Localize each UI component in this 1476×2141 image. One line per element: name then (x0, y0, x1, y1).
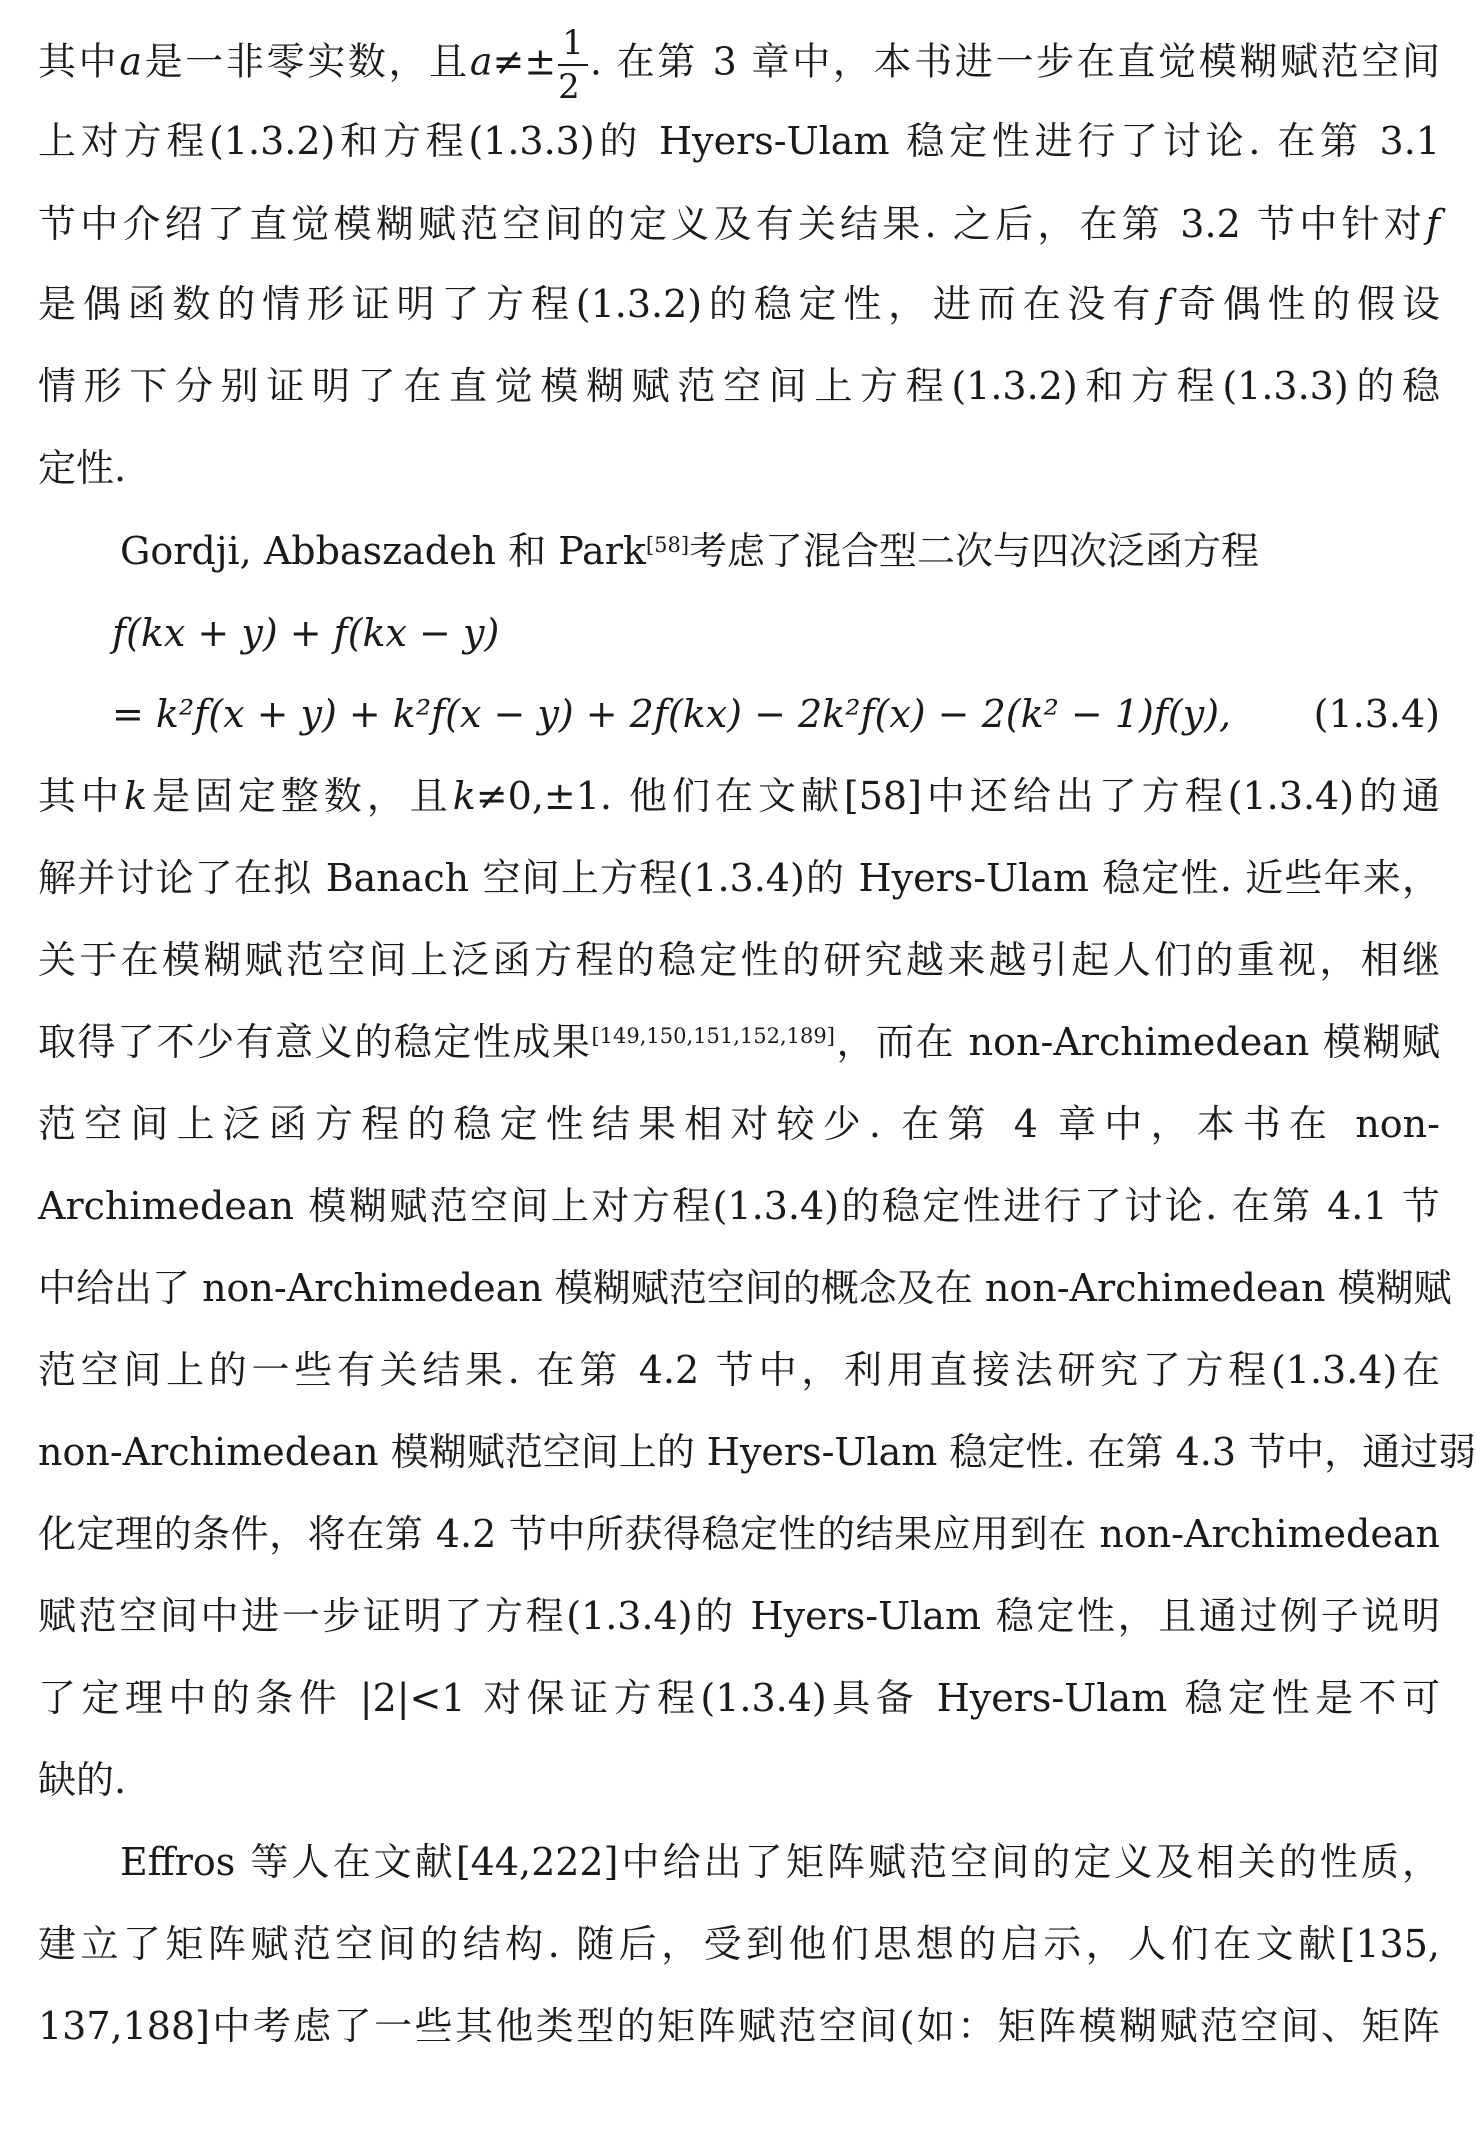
fraction-denominator: 2 (558, 67, 580, 107)
text-line (120, 527, 1440, 575)
fraction-numerator: 1 (558, 26, 588, 66)
text-line (38, 772, 1440, 820)
equation-number: (1.3.4) (1313, 692, 1440, 736)
text-span: 其中 (38, 39, 120, 84)
text-line: 关于在模糊赋范空间上泛函方程的稳定性的研究越来越引起人们的重视，相继 (38, 938, 1440, 982)
text-line: Archimedean 模糊赋范空间上对方程(1.3.4)的稳定性进行了讨论. 在第 4.1 节 (38, 1184, 1440, 1228)
math-var: a (119, 39, 142, 84)
equation-line-2: = k²f(x + y) + k²f(x − y) + 2f(kx) − 2k²f(x) − 2(k² − 1)f(y), (112, 692, 1232, 736)
text-span: 奇偶性的假设 (1171, 282, 1440, 326)
text-line: 范空间上的一些有关结果. 在第 4.2 节中，利用直接法研究了方程(1.3.4)在 (38, 1348, 1440, 1392)
text-line: 建立了矩阵赋范空间的结构. 随后，受到他们思想的启示，人们在文献[135, (38, 1922, 1440, 1966)
text-span: Gordji, Abbaszadeh 和 Park (120, 529, 646, 573)
math-var: f (1157, 282, 1172, 326)
text-line: 赋范空间中进一步证明了方程(1.3.4)的 Hyers-Ulam 稳定性，且通过例子说明 (38, 1594, 1440, 1638)
text-line: 缺的. (38, 1758, 127, 1802)
text-line (38, 23, 1440, 107)
math-var: k (123, 774, 147, 818)
text-line: 解并讨论了在拟 Banach 空间上方程(1.3.4)的 Hyers-Ulam 稳定性. 近些年来， (38, 856, 1440, 900)
text-line: 定性. (38, 446, 127, 490)
math-var: a (469, 39, 493, 84)
text-line (38, 200, 1440, 248)
text-span: 考虑了混合型二次与四次泛函方程 (689, 529, 1260, 573)
text-span: ，而在 non-Archimedean 模糊赋 (834, 1020, 1440, 1064)
text-line: 中给出了 non-Archimedean 模糊赋范空间的概念及在 non-Archimedean 模糊赋 (38, 1266, 1452, 1310)
math-var: k (452, 774, 476, 818)
text-line: 上对方程(1.3.2)和方程(1.3.3)的 Hyers-Ulam 稳定性进行了讨论. 在第 3.1 (38, 119, 1440, 163)
text-span: 是固定整数，且 (146, 774, 453, 818)
equation-line-1: f(kx + y) + f(kx − y) (112, 611, 500, 655)
text-line (38, 280, 1440, 328)
text-line (38, 1018, 1440, 1066)
text-line: Effros 等人在文献[44,222]中给出了矩阵赋范空间的定义及相关的性质， (120, 1840, 1440, 1884)
text-span: 取得了不少有意义的稳定性成果 (38, 1020, 592, 1064)
text-span: 是一非零实数，且 (141, 39, 470, 84)
math-var: f (1425, 202, 1440, 246)
text-span: 是偶函数的情形证明了方程(1.3.2)的稳定性，进而在没有 (38, 282, 1158, 326)
citation-ref: [58] (645, 533, 690, 557)
citation-ref: [149,150,151,152,189] (591, 1024, 835, 1048)
text-span: 节中介绍了直觉模糊赋范空间的定义及有关结果. 之后，在第 3.2 节中针对 (38, 202, 1426, 246)
text-span: . 在第 3 章中，本书进一步在直觉模糊赋范空间 (589, 39, 1440, 84)
text-line: 情形下分别证明了在直觉模糊赋范空间上方程(1.3.2)和方程(1.3.3)的稳 (38, 364, 1440, 408)
text-line: 137,188]中考虑了一些其他类型的矩阵赋范空间(如：矩阵模糊赋范空间、矩阵 (38, 2004, 1440, 2048)
math-symbol: ≠± (492, 39, 557, 84)
text-span: ≠0,±1. 他们在文献[58]中还给出了方程(1.3.4)的通 (475, 774, 1440, 818)
text-line: 化定理的条件，将在第 4.2 节中所获得稳定性的结果应用到在 non-Archimedean (38, 1512, 1440, 1556)
text-line: 范空间上泛函方程的稳定性结果相对较少. 在第 4 章中，本书在 non- (38, 1102, 1440, 1146)
fraction-one-half (558, 23, 588, 107)
text-line: 了定理中的条件 |2|<1 对保证方程(1.3.4)具备 Hyers-Ulam 稳定性是不可 (38, 1676, 1440, 1720)
text-line: non-Archimedean 模糊赋范空间上的 Hyers-Ulam 稳定性. 在第 4.3 节中，通过弱 (38, 1430, 1476, 1474)
text-span: 其中 (38, 774, 124, 818)
